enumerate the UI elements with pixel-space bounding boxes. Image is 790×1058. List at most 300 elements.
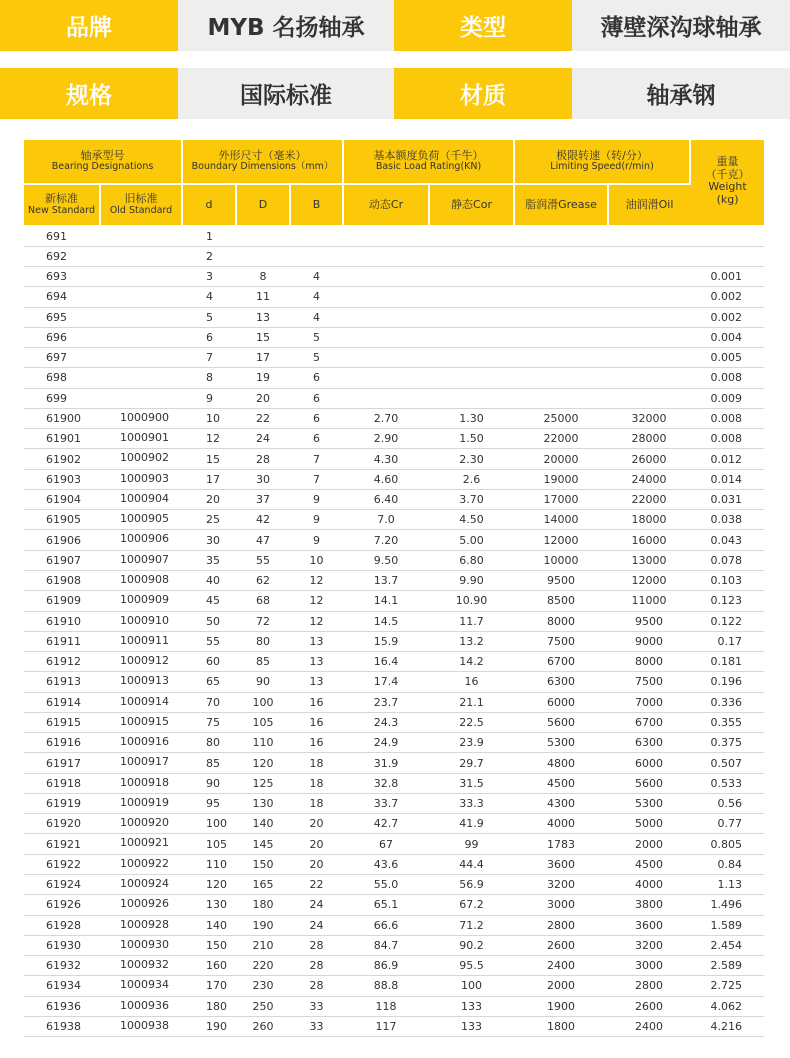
B-cell: 33 — [290, 1016, 343, 1036]
B-cell: 6 — [290, 368, 343, 388]
old-standard-cell: 1000934 — [100, 976, 182, 996]
d-cell: 35 — [182, 550, 236, 570]
old-standard-cell — [100, 368, 182, 388]
weight-cell: 0.805 — [690, 834, 764, 854]
oil-cell: 2000 — [608, 834, 690, 854]
B-cell — [290, 226, 343, 246]
D-cell: 80 — [236, 631, 290, 651]
oil-cell — [608, 267, 690, 287]
cr-cell — [343, 348, 429, 368]
new-standard-cell: 61911 — [24, 631, 100, 651]
D-cell: 250 — [236, 996, 290, 1016]
d-cell: 10 — [182, 408, 236, 428]
table-row — [24, 348, 764, 368]
new-standard-cell: 61916 — [24, 733, 100, 753]
weight-cell: 1.496 — [690, 895, 764, 915]
D-cell: 47 — [236, 530, 290, 550]
weight-cell: 4.216 — [690, 1016, 764, 1036]
D-header: D — [236, 184, 290, 226]
old-standard-cell: 1000938 — [100, 1016, 182, 1036]
table-row — [24, 935, 764, 955]
cor-cell — [429, 287, 514, 307]
table-row — [24, 368, 764, 388]
cor-cell: 3.70 — [429, 489, 514, 509]
D-cell: 230 — [236, 976, 290, 996]
old-standard-cell: 1000905 — [100, 510, 182, 530]
table-row — [24, 996, 764, 1016]
B-cell: 7 — [290, 469, 343, 489]
load-header — [343, 140, 514, 184]
oil-cell: 2400 — [608, 1016, 690, 1036]
new-standard-cell: 61902 — [24, 449, 100, 469]
B-cell: 9 — [290, 530, 343, 550]
d-cell: 65 — [182, 672, 236, 692]
d-cell: 20 — [182, 489, 236, 509]
old-standard-header-en: Old Standard — [109, 204, 173, 216]
grease-cell: 9500 — [514, 571, 608, 591]
weight-cell: 0.043 — [690, 530, 764, 550]
new-standard-header-en: New Standard — [28, 204, 95, 216]
weight-cell: 0.014 — [690, 469, 764, 489]
cr-cell: 67 — [343, 834, 429, 854]
d-cell: 95 — [182, 793, 236, 813]
B-cell: 5 — [290, 327, 343, 347]
cr-cell: 55.0 — [343, 875, 429, 895]
weight-cell: 4.062 — [690, 996, 764, 1016]
cor-cell: 133 — [429, 1016, 514, 1036]
old-standard-cell: 1000913 — [100, 672, 182, 692]
cr-cell — [343, 368, 429, 388]
grease-cell: 8500 — [514, 591, 608, 611]
cor-cell: 90.2 — [429, 935, 514, 955]
new-standard-cell: 61912 — [24, 652, 100, 672]
old-standard-cell — [100, 327, 182, 347]
oil-cell: 2600 — [608, 996, 690, 1016]
cor-cell: 4.50 — [429, 510, 514, 530]
new-standard-cell: 61926 — [24, 895, 100, 915]
d-cell: 105 — [182, 834, 236, 854]
table-row — [24, 327, 764, 347]
B-cell: 20 — [290, 834, 343, 854]
table-row — [24, 834, 764, 854]
oil-cell: 16000 — [608, 530, 690, 550]
B-cell: 12 — [290, 611, 343, 631]
D-cell: 90 — [236, 672, 290, 692]
old-standard-cell — [100, 226, 182, 246]
weight-cell: 0.122 — [690, 611, 764, 631]
oil-cell: 3800 — [608, 895, 690, 915]
new-standard-header-cn: 新标准 — [45, 192, 78, 206]
d-cell: 70 — [182, 692, 236, 712]
weight-cell: 0.103 — [690, 571, 764, 591]
grease-cell: 5600 — [514, 712, 608, 732]
cr-cell: 4.60 — [343, 469, 429, 489]
cr-cell: 16.4 — [343, 652, 429, 672]
B-cell: 4 — [290, 287, 343, 307]
B-cell: 18 — [290, 793, 343, 813]
B-cell: 28 — [290, 935, 343, 955]
new-standard-cell: 61913 — [24, 672, 100, 692]
load-header-cn: 基本额度负荷（千牛） — [373, 148, 484, 162]
weight-cell: 0.181 — [690, 652, 764, 672]
table-row — [24, 712, 764, 732]
speed-header-cn: 极限转速（转/分） — [556, 148, 648, 162]
cor-cell: 33.3 — [429, 793, 514, 813]
cr-cell: 42.7 — [343, 814, 429, 834]
info-row-1 — [0, 0, 790, 51]
d-cell: 25 — [182, 510, 236, 530]
designation-header-en: Bearing Designations — [51, 161, 154, 173]
cor-cell: 2.30 — [429, 449, 514, 469]
old-standard-cell: 1000936 — [100, 996, 182, 1016]
oil-cell: 5000 — [608, 814, 690, 834]
oil-cell: 4000 — [608, 875, 690, 895]
cor-cell: 100 — [429, 976, 514, 996]
old-standard-cell: 1000928 — [100, 915, 182, 935]
cr-cell: 43.6 — [343, 854, 429, 874]
B-cell: 16 — [290, 712, 343, 732]
cr-cell: 31.9 — [343, 753, 429, 773]
oil-cell — [608, 368, 690, 388]
load-header-en: Basic Load Rating(KN) — [375, 161, 482, 173]
old-standard-cell: 1000911 — [100, 631, 182, 651]
D-cell: 42 — [236, 510, 290, 530]
cr-cell: 23.7 — [343, 692, 429, 712]
weight-cell: 0.56 — [690, 793, 764, 813]
table-row — [24, 550, 764, 570]
header-row-1 — [24, 140, 764, 184]
table-row — [24, 510, 764, 530]
table-row — [24, 429, 764, 449]
D-cell: 8 — [236, 267, 290, 287]
B-cell: 24 — [290, 895, 343, 915]
D-cell: 72 — [236, 611, 290, 631]
new-standard-cell: 61906 — [24, 530, 100, 550]
D-cell: 37 — [236, 489, 290, 509]
d-cell: 180 — [182, 996, 236, 1016]
weight-cell: 0.123 — [690, 591, 764, 611]
d-cell: 4 — [182, 287, 236, 307]
d-cell: 15 — [182, 449, 236, 469]
cor-cell: 95.5 — [429, 956, 514, 976]
grease-cell: 3600 — [514, 854, 608, 874]
new-standard-cell: 61919 — [24, 793, 100, 813]
table-row — [24, 246, 764, 266]
weight-cell: 0.001 — [690, 267, 764, 287]
table-row — [24, 753, 764, 773]
weight-cell: 2.454 — [690, 935, 764, 955]
oil-cell — [608, 327, 690, 347]
table-row — [24, 956, 764, 976]
cor-cell: 71.2 — [429, 915, 514, 935]
B-cell: 12 — [290, 571, 343, 591]
old-standard-cell — [100, 287, 182, 307]
new-standard-cell: 693 — [24, 267, 100, 287]
new-standard-cell: 61909 — [24, 591, 100, 611]
old-standard-cell: 1000919 — [100, 793, 182, 813]
old-standard-cell: 1000932 — [100, 956, 182, 976]
oil-cell: 5600 — [608, 773, 690, 793]
d-cell: 90 — [182, 773, 236, 793]
oil-cell: 13000 — [608, 550, 690, 570]
table-row — [24, 388, 764, 408]
B-cell: 18 — [290, 773, 343, 793]
D-cell: 100 — [236, 692, 290, 712]
oil-cell: 28000 — [608, 429, 690, 449]
grease-cell — [514, 348, 608, 368]
new-standard-cell: 61914 — [24, 692, 100, 712]
grease-cell — [514, 287, 608, 307]
weight-cell: 0.008 — [690, 429, 764, 449]
grease-cell: 4500 — [514, 773, 608, 793]
weight-cell — [690, 226, 764, 246]
weight-cell — [690, 246, 764, 266]
old-standard-cell — [100, 267, 182, 287]
table-row — [24, 976, 764, 996]
B-cell: 9 — [290, 489, 343, 509]
speed-header — [514, 140, 690, 184]
oil-cell: 8000 — [608, 652, 690, 672]
B-cell: 10 — [290, 550, 343, 570]
old-standard-cell: 1000907 — [100, 550, 182, 570]
cor-cell: 11.7 — [429, 611, 514, 631]
new-standard-cell: 61900 — [24, 408, 100, 428]
cr-cell: 2.90 — [343, 429, 429, 449]
grease-cell: 22000 — [514, 429, 608, 449]
cor-cell: 23.9 — [429, 733, 514, 753]
oil-cell: 12000 — [608, 571, 690, 591]
cr-cell: 32.8 — [343, 773, 429, 793]
oil-cell — [608, 388, 690, 408]
D-cell — [236, 226, 290, 246]
B-cell: 4 — [290, 267, 343, 287]
oil-cell — [608, 226, 690, 246]
d-cell: 190 — [182, 1016, 236, 1036]
grease-cell: 25000 — [514, 408, 608, 428]
weight-cell: 0.004 — [690, 327, 764, 347]
cor-cell: 1.50 — [429, 429, 514, 449]
oil-cell — [608, 287, 690, 307]
table-body — [24, 226, 764, 1037]
table-row — [24, 875, 764, 895]
cor-cell: 41.9 — [429, 814, 514, 834]
cor-cell — [429, 246, 514, 266]
B-cell: 22 — [290, 875, 343, 895]
grease-cell: 3200 — [514, 875, 608, 895]
cr-cell — [343, 307, 429, 327]
new-standard-cell: 61908 — [24, 571, 100, 591]
D-cell: 19 — [236, 368, 290, 388]
B-cell: 24 — [290, 915, 343, 935]
cr-cell: 117 — [343, 1016, 429, 1036]
d-cell: 12 — [182, 429, 236, 449]
old-standard-cell: 1000906 — [100, 530, 182, 550]
grease-cell: 2400 — [514, 956, 608, 976]
type-label: 类型 — [394, 0, 572, 51]
d-cell: 17 — [182, 469, 236, 489]
cr-cell: 14.1 — [343, 591, 429, 611]
weight-cell: 0.77 — [690, 814, 764, 834]
table-row — [24, 449, 764, 469]
table-row — [24, 611, 764, 631]
d-cell: 55 — [182, 631, 236, 651]
old-standard-header — [100, 184, 182, 226]
d-cell: 140 — [182, 915, 236, 935]
old-standard-header-cn: 旧标准 — [124, 192, 158, 206]
brand-label: 品牌 — [0, 0, 178, 51]
oil-cell: 4500 — [608, 854, 690, 874]
old-standard-cell — [100, 246, 182, 266]
cor-cell: 44.4 — [429, 854, 514, 874]
new-standard-cell: 697 — [24, 348, 100, 368]
B-cell: 6 — [290, 408, 343, 428]
new-standard-cell: 61910 — [24, 611, 100, 631]
weight-cell: 0.008 — [690, 408, 764, 428]
grease-cell — [514, 327, 608, 347]
table-row — [24, 793, 764, 813]
old-standard-cell: 1000908 — [100, 571, 182, 591]
table-row — [24, 652, 764, 672]
cor-cell — [429, 388, 514, 408]
oil-cell: 9000 — [608, 631, 690, 651]
oil-cell: 6000 — [608, 753, 690, 773]
cr-cell — [343, 287, 429, 307]
new-standard-cell: 691 — [24, 226, 100, 246]
new-standard-cell: 61917 — [24, 753, 100, 773]
material-value: 轴承钢 — [572, 68, 790, 119]
cr-cell — [343, 388, 429, 408]
B-cell: 13 — [290, 652, 343, 672]
B-cell: 28 — [290, 956, 343, 976]
D-cell: 17 — [236, 348, 290, 368]
D-cell: 220 — [236, 956, 290, 976]
cr-cell: 86.9 — [343, 956, 429, 976]
D-cell: 85 — [236, 652, 290, 672]
D-cell: 55 — [236, 550, 290, 570]
table-row — [24, 1016, 764, 1036]
cor-cell — [429, 348, 514, 368]
oil-cell — [608, 348, 690, 368]
d-cell: 2 — [182, 246, 236, 266]
d-cell: 85 — [182, 753, 236, 773]
cr-cell: 118 — [343, 996, 429, 1016]
cr-cell — [343, 226, 429, 246]
new-standard-cell: 61907 — [24, 550, 100, 570]
d-cell: 75 — [182, 712, 236, 732]
grease-cell: 2800 — [514, 915, 608, 935]
table-row — [24, 591, 764, 611]
D-cell: 145 — [236, 834, 290, 854]
B-cell: 12 — [290, 591, 343, 611]
cor-cell: 22.5 — [429, 712, 514, 732]
brand-value: MYB 名扬轴承 — [178, 0, 394, 51]
header-row-2 — [24, 184, 764, 226]
table-row — [24, 267, 764, 287]
cor-cell: 2.6 — [429, 469, 514, 489]
table-row — [24, 530, 764, 550]
d-header: d — [182, 184, 236, 226]
old-standard-cell: 1000903 — [100, 469, 182, 489]
cr-cell — [343, 327, 429, 347]
table-row — [24, 915, 764, 935]
weight-cell: 0.008 — [690, 368, 764, 388]
grease-header: 脂润滑Grease — [514, 184, 608, 226]
d-cell: 9 — [182, 388, 236, 408]
table-row — [24, 631, 764, 651]
designation-header — [24, 140, 182, 184]
d-cell: 6 — [182, 327, 236, 347]
weight-cell: 2.589 — [690, 956, 764, 976]
cor-cell: 56.9 — [429, 875, 514, 895]
cr-cell: 15.9 — [343, 631, 429, 651]
B-cell: 6 — [290, 429, 343, 449]
designation-header-cn: 轴承型号 — [80, 148, 125, 162]
B-cell: 33 — [290, 996, 343, 1016]
D-cell: 24 — [236, 429, 290, 449]
old-standard-cell: 1000916 — [100, 733, 182, 753]
cor-cell: 10.90 — [429, 591, 514, 611]
D-cell: 180 — [236, 895, 290, 915]
D-cell: 165 — [236, 875, 290, 895]
cor-cell: 1.30 — [429, 408, 514, 428]
d-cell: 130 — [182, 895, 236, 915]
weight-header-en1: Weight — [708, 180, 747, 194]
B-cell: 7 — [290, 449, 343, 469]
d-cell: 5 — [182, 307, 236, 327]
table-row — [24, 571, 764, 591]
info-row-2 — [0, 68, 790, 119]
cor-cell: 21.1 — [429, 692, 514, 712]
table-row — [24, 489, 764, 509]
cr-cell: 13.7 — [343, 571, 429, 591]
new-standard-cell: 694 — [24, 287, 100, 307]
D-cell: 110 — [236, 733, 290, 753]
B-cell: 6 — [290, 388, 343, 408]
old-standard-cell: 1000922 — [100, 854, 182, 874]
D-cell: 30 — [236, 469, 290, 489]
D-cell: 125 — [236, 773, 290, 793]
new-standard-cell: 61928 — [24, 915, 100, 935]
oil-cell: 3600 — [608, 915, 690, 935]
new-standard-header — [24, 184, 100, 226]
weight-cell: 0.002 — [690, 287, 764, 307]
d-cell: 150 — [182, 935, 236, 955]
new-standard-cell: 61915 — [24, 712, 100, 732]
cor-cell: 6.80 — [429, 550, 514, 570]
new-standard-cell: 61934 — [24, 976, 100, 996]
weight-cell: 0.84 — [690, 854, 764, 874]
grease-cell: 14000 — [514, 510, 608, 530]
new-standard-cell: 61920 — [24, 814, 100, 834]
B-cell: 16 — [290, 733, 343, 753]
table-row — [24, 287, 764, 307]
grease-cell — [514, 368, 608, 388]
new-standard-cell: 695 — [24, 307, 100, 327]
weight-cell: 0.336 — [690, 692, 764, 712]
grease-cell: 6000 — [514, 692, 608, 712]
cr-cell — [343, 267, 429, 287]
oil-cell: 26000 — [608, 449, 690, 469]
weight-cell: 0.355 — [690, 712, 764, 732]
cor-cell — [429, 327, 514, 347]
new-standard-cell: 61904 — [24, 489, 100, 509]
cor-cell — [429, 226, 514, 246]
B-cell: 5 — [290, 348, 343, 368]
cr-cell: 84.7 — [343, 935, 429, 955]
weight-cell: 0.17 — [690, 631, 764, 651]
spec-label: 规格 — [0, 68, 178, 119]
new-standard-cell: 698 — [24, 368, 100, 388]
